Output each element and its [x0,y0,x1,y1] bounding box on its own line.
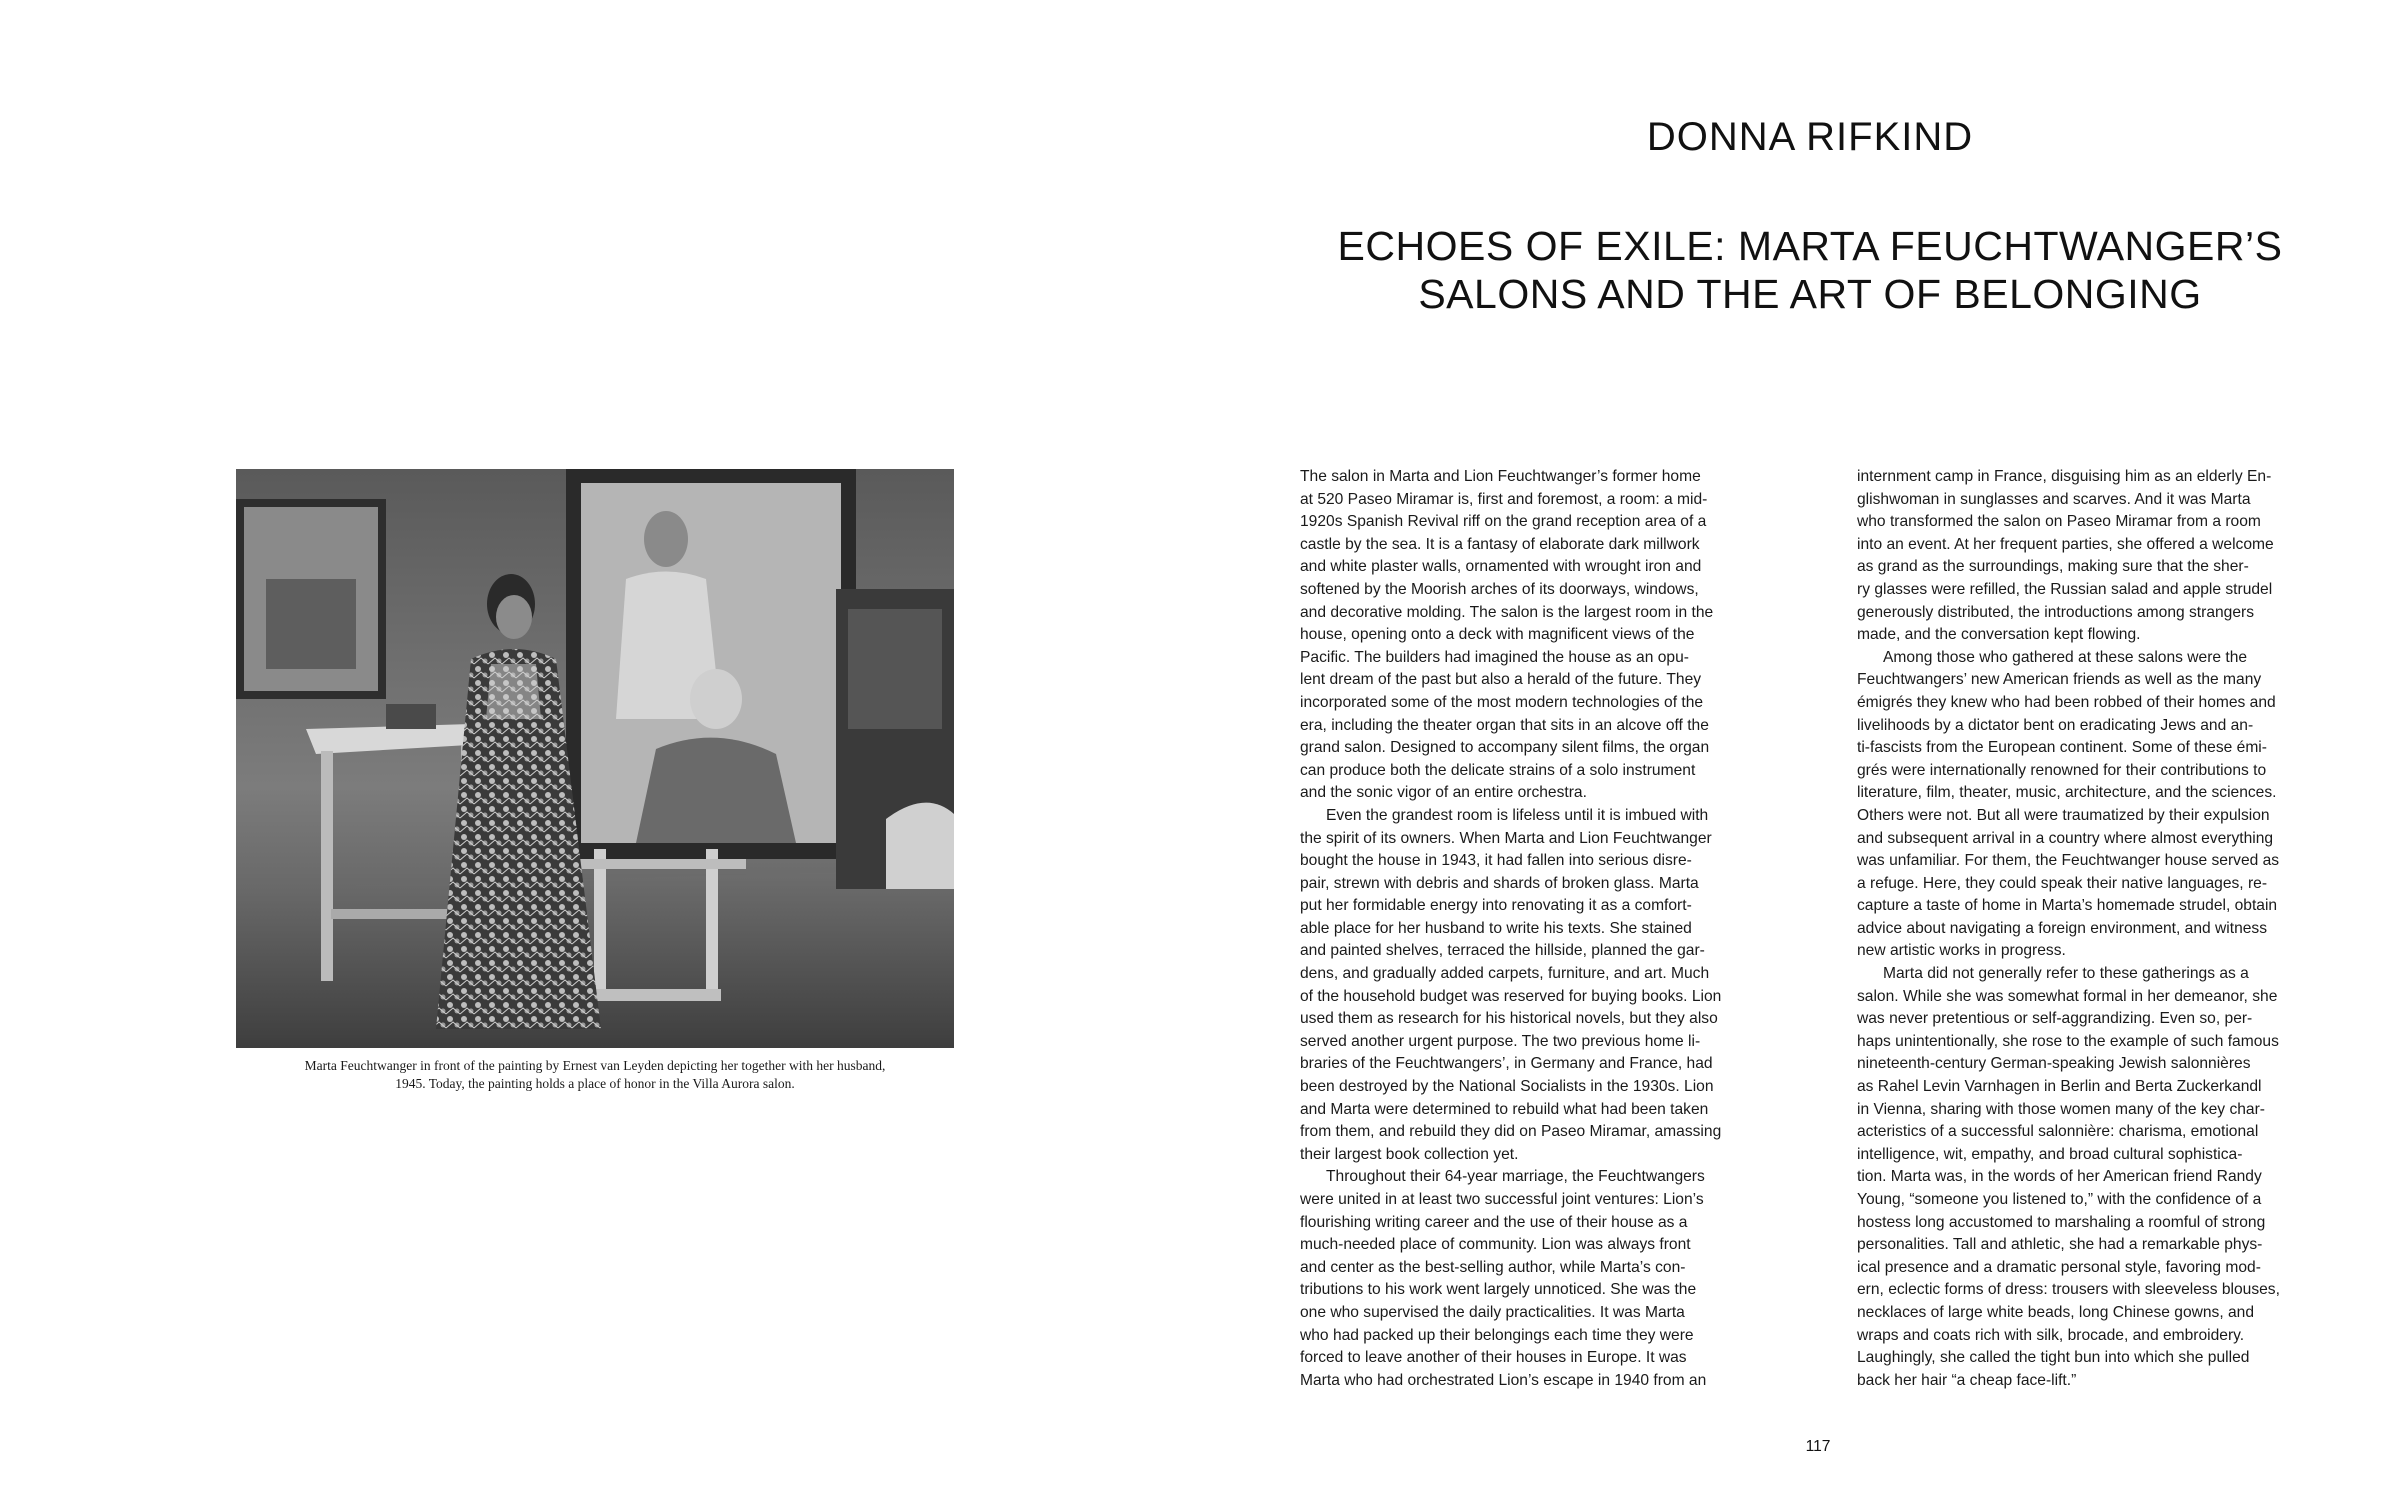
text-line: nineteenth-century German-speaking Jewish salonnières [1857,1055,2251,1073]
text-line: one who supervised the daily practicalities. It was Marta [1300,1303,1685,1321]
text-line: and the sonic vigor of an entire orchestra. [1300,784,1587,802]
text-line: capture a taste of home in Marta’s homemade strudel, obtain [1857,897,2278,915]
text-line: and Marta were determined to rebuild what had been taken [1300,1100,1709,1118]
text-line: ti-fascists from the European continent. Some of these émi- [1857,739,2267,757]
text-line: tion. Marta was, in the words of her American friend Randy [1857,1168,2262,1186]
text-line: castle by the sea. It is a fantasy of elaborate dark millwork [1300,535,1700,553]
text-line: Young, “someone you listened to,” with the confidence of a [1857,1191,2262,1208]
text-line: and decorative molding. The salon is the largest room in the [1300,603,1714,621]
text-line: Laughingly, she called the tight bun into which she pulled [1857,1349,2250,1367]
text-line: their largest book collection yet. [1300,1145,1519,1163]
paragraph [1857,963,2343,1392]
text-line: ry glasses were refilled, the Russian salad and apple strudel [1857,580,2273,598]
text-line: pair, strewn with debris and shards of broken glass. Marta [1300,874,1699,892]
text-line: haps unintentionally, she rose to the example of such famous [1857,1032,2279,1050]
text-line: back her hair “a cheap face-lift.” [1857,1371,2077,1389]
text-line: era, including the theater organ that sits in an alcove off the [1300,716,1709,734]
text-line: dens, and gradually added carpets, furniture, and art. Much [1300,965,1710,983]
title-line-1: ECHOES OF EXILE: MARTA FEUCHTWANGER’S [1337,223,2283,269]
text-line: Among those who gathered at these salons were the [1883,648,2248,666]
paragraph [1300,805,1786,1167]
text-line: as grand as the surroundings, making sure that the sher- [1857,558,2249,576]
text-line: from them, and rebuild they did on Paseo Miramar, amassing [1300,1123,1722,1141]
text-line: The salon in Marta and Lion Feuchtwanger’s former home [1300,468,1701,485]
page-number: 117 [1805,1438,1831,1455]
text-line: Others were not. But all were traumatized by their expulsion [1857,806,2270,824]
essay-title [1260,222,2360,318]
paragraph [1300,466,1786,805]
text-line: who had packed up their belongings each time they were [1300,1326,1694,1344]
author-name: DONNA RIFKIND [1646,115,1974,159]
text-line: 1920s Spanish Revival riff on the grand reception area of a [1300,513,1707,531]
text-line: incorporated some of the most modern technologies of the [1300,693,1704,711]
text-line: much-needed place of community. Lion was always front [1300,1236,1691,1254]
paragraph [1857,466,2343,647]
text-line: served another urgent purpose. The two previous home li- [1300,1032,1701,1050]
text-line: softened by the Moorish arches of its doorways, windows, [1300,580,1699,598]
text-line: flourishing writing career and the use of their house as a [1300,1213,1688,1231]
text-line: lent dream of the past but also a herald of the future. They [1300,671,1702,689]
text-line: able place for her husband to write his texts. She stained [1300,919,1692,937]
text-line: who transformed the salon on Paseo Miramar from a room [1857,513,2261,531]
caption-line-1: Marta Feuchtwanger in front of the painting by Ernest van Leyden depicting her together with her husband, [304,1058,886,1073]
text-line: Marta did not generally refer to these gatherings as a [1883,965,2249,983]
photograph [236,469,954,1048]
text-line: into an event. At her frequent parties, she offered a welcome [1857,535,2274,553]
text-line: bought the house in 1943, it had fallen into serious disre- [1300,852,1692,870]
text-column-1 [1300,466,1786,1392]
text-line: new artistic works in progress. [1857,942,2066,960]
text-line: hostess long accustomed to marshaling a roomful of strong [1857,1213,2266,1231]
paragraph [1300,1166,1786,1392]
text-line: generously distributed, the introductions among strangers [1857,603,2255,621]
text-line: forced to leave another of their houses in Europe. It was [1300,1349,1687,1367]
text-line: tributions to his work went largely unnoticed. She was the [1300,1281,1697,1299]
text-line: acteristics of a successful salonnière: charisma, emotional [1857,1123,2259,1141]
text-line: was never pretentious or self-aggrandizing. Even so, per- [1857,1010,2253,1028]
text-line: and painted shelves, terraced the hillside, planned the gar- [1300,942,1705,960]
text-line: ern, eclectic forms of dress: trousers with sleeveless blouses, [1857,1281,2280,1299]
text-line: and white plaster walls, ornamented with wrought iron and [1300,558,1702,576]
title-line-2: SALONS AND THE ART OF BELONGING [1418,271,2202,317]
text-line: was unfamiliar. For them, the Feuchtwanger house served as [1857,852,2280,870]
text-line: a refuge. Here, they could speak their native languages, re- [1857,874,2268,892]
text-line: the spirit of its owners. When Marta and Lion Feuchtwanger [1300,829,1712,847]
text-line: can produce both the delicate strains of a solo instrument [1300,761,1696,779]
text-line: Pacific. The builders had imagined the house as an opu- [1300,648,1689,666]
text-line: braries of the Feuchtwangers’, in Germany and France, had [1300,1055,1713,1073]
text-line: émigrés they knew who had been robbed of their homes and [1857,693,2276,711]
text-line: grand salon. Designed to accompany silent films, the organ [1300,739,1710,757]
photo-illustration [236,469,954,1048]
text-line: in Vienna, sharing with those women many of the key char- [1857,1100,2265,1118]
text-line: were united in at least two successful joint ventures: Lion’s [1300,1191,1704,1208]
text-line: made, and the conversation kept flowing. [1857,626,2141,644]
text-line: as Rahel Levin Varnhagen in Berlin and Berta Zuckerkandl [1857,1078,2262,1096]
text-line: house, opening onto a deck with magnificent views of the [1300,626,1695,644]
text-line: advice about navigating a foreign environment, and witness [1857,919,2268,937]
text-line: at 520 Paseo Miramar is, first and foremost, a room: a mid- [1300,490,1708,508]
text-line: personalities. Tall and athletic, she had a remarkable phys- [1857,1236,2263,1254]
text-line: used them as research for his historical novels, but they also [1300,1010,1718,1028]
text-line: glishwoman in sunglasses and scarves. And it was Marta [1857,490,2251,508]
paragraph [1857,647,2343,963]
text-line: intelligence, wit, empathy, and broad cultural sophistica- [1857,1145,2243,1163]
text-line: necklaces of large white beads, long Chinese gowns, and [1857,1303,2255,1321]
photo-caption [236,1057,954,1093]
text-line: Feuchtwangers’ new American friends as well as the many [1857,671,2262,689]
text-line: put her formidable energy into renovating it as a comfort- [1300,897,1692,915]
text-line: been destroyed by the National Socialists in the 1930s. Lion [1300,1078,1714,1096]
text-line: grés were internationally renowned for their contributions to [1857,761,2267,779]
text-column-2 [1857,466,2343,1392]
text-line: internment camp in France, disguising him as an elderly En- [1857,468,2272,485]
text-line: livelihoods by a dictator bent on eradicating Jews and an- [1857,716,2254,734]
text-line: and subsequent arrival in a country where almost everything [1857,829,2274,847]
text-line: wraps and coats rich with silk, brocade, and embroidery. [1857,1326,2245,1344]
text-line: ical presence and a dramatic personal style, favoring mod- [1857,1258,2261,1276]
text-line: Throughout their 64-year marriage, the Feuchtwangers [1326,1168,1705,1186]
text-line: literature, film, theater, music, architecture, and the sciences. [1857,784,2277,802]
text-line: Even the grandest room is lifeless until it is imbued with [1326,806,1709,824]
text-line: Marta who had orchestrated Lion’s escape in 1940 from an [1300,1371,1707,1389]
text-line: and center as the best-selling author, while Marta’s con- [1300,1258,1686,1276]
text-line: salon. While she was somewhat formal in her demeanor, she [1857,987,2278,1005]
caption-line-2: 1945. Today, the painting holds a place of honor in the Villa Aurora salon. [395,1076,795,1091]
text-line: of the household budget was reserved for buying books. Lion [1300,987,1722,1005]
